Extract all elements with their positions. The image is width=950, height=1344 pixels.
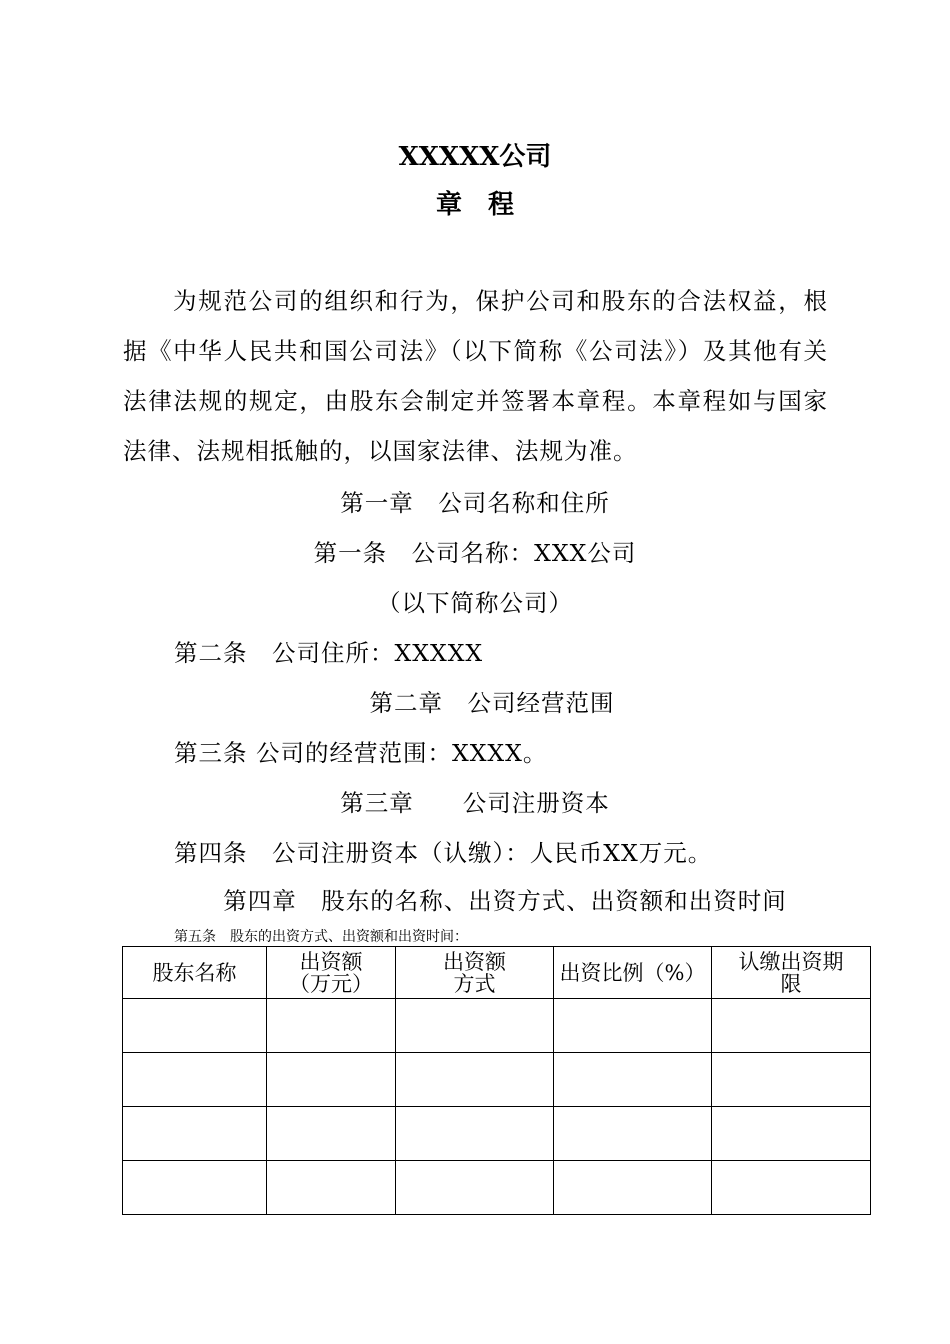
chapter-1-heading: 第一章 公司名称和住所 (340, 489, 610, 517)
article-1: 第一条 公司名称：XXX公司 (313, 539, 637, 567)
table-cell[interactable] (123, 1107, 267, 1161)
table-cell[interactable] (712, 999, 871, 1053)
chapter-3-heading: 第三章 公司注册资本 (340, 789, 610, 817)
shareholder-table (122, 946, 871, 1215)
table-cell[interactable] (396, 1107, 554, 1161)
header-subscription-period: 认缴出资期 限 (712, 947, 871, 999)
table-cell[interactable] (123, 1053, 267, 1107)
table-cell[interactable] (267, 1053, 396, 1107)
article-3: 第三条 公司的经营范围：XXXX。 (174, 739, 548, 767)
table-cell[interactable] (712, 1053, 871, 1107)
header-contribution-ratio: 出资比例（%） (554, 947, 712, 999)
chapter-4-heading: 第四章 股东的名称、出资方式、出资额和出资时间 (223, 887, 787, 915)
chapter-2-heading: 第二章 公司经营范围 (369, 689, 615, 717)
table-cell[interactable] (267, 1161, 396, 1215)
table-cell[interactable] (396, 1161, 554, 1215)
preamble-paragraph: 为规范公司的组织和行为，保护公司和股东的合法权益，根据《中华人民共和国公司法》（以下简称《公司法》）及其他有关法律法规的规定，由股东会制定并签署本章程。本章程如与国家法律、法规相抵触的，以国家法律、法规为准。 (123, 287, 828, 465)
table-header-row (123, 947, 871, 999)
table-cell[interactable] (123, 1161, 267, 1215)
table-cell[interactable] (396, 1053, 554, 1107)
table-cell[interactable] (267, 999, 396, 1053)
table-row (123, 1161, 871, 1215)
document-title: XXXXX公司 (398, 142, 552, 172)
table-row (123, 999, 871, 1053)
table-row (123, 1053, 871, 1107)
article-5: 第五条 股东的出资方式、出资额和出资时间： (174, 929, 468, 945)
table-cell[interactable] (554, 999, 712, 1053)
table-cell[interactable] (396, 999, 554, 1053)
article-4: 第四条 公司注册资本（认缴）：人民币XX万元。 (174, 839, 713, 867)
table-cell[interactable] (554, 1161, 712, 1215)
table-cell[interactable] (712, 1107, 871, 1161)
table-cell[interactable] (554, 1107, 712, 1161)
table-cell[interactable] (712, 1161, 871, 1215)
article-2: 第二条 公司住所：XXXXX (174, 639, 484, 667)
document-subtitle: 章程 (435, 190, 540, 220)
article-1-note: （以下简称公司） (377, 589, 573, 617)
header-shareholder-name: 股东名称 (123, 947, 267, 999)
table-cell[interactable] (267, 1107, 396, 1161)
table-row (123, 1107, 871, 1161)
header-contribution-amount: 出资额 （万元） (267, 947, 396, 999)
header-contribution-method: 出资额 方式 (396, 947, 554, 999)
table-cell[interactable] (123, 999, 267, 1053)
table-cell[interactable] (554, 1053, 712, 1107)
